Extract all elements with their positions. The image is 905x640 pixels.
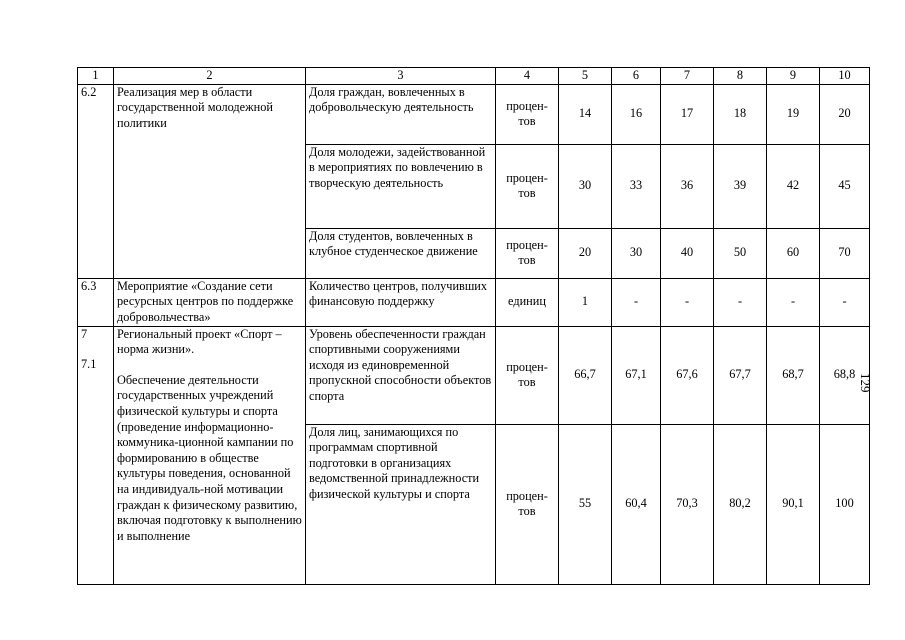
value-cell: - [767,278,820,326]
unit-cell: единиц [496,278,559,326]
row-number: 7 [81,326,88,341]
header-cell: 1 [78,68,114,85]
indicator-cell: Доля лиц, занимающихся по программам спортивной подготовки в организациях ведомственной принадлежности физической культуры и спорта [306,424,496,584]
header-cell: 4 [496,68,559,85]
value-cell: 36 [661,144,714,228]
table-row [78,278,870,326]
indicator-cell: Уровень обеспеченности граждан спортивными сооружениями исходя из единовременной пропускной способности объектов спорта [306,326,496,424]
value-cell: 55 [559,424,612,584]
table-row [78,326,870,424]
value-cell: 42 [767,144,820,228]
value-cell: 70 [820,228,870,278]
header-cell: 8 [714,68,767,85]
unit-cell: процен-тов [496,326,559,424]
value-cell: - [661,278,714,326]
value-cell: 18 [714,84,767,144]
value-cell: 60,4 [612,424,661,584]
value-cell: 33 [612,144,661,228]
unit-cell: процен-тов [496,84,559,144]
unit-cell: процен-тов [496,424,559,584]
value-cell: 67,6 [661,326,714,424]
activity-cell: Мероприятие «Создание сети ресурсных центров по поддержке добровольчества» [114,278,306,326]
value-cell: 70,3 [661,424,714,584]
value-cell: 67,1 [612,326,661,424]
indicator-cell: Доля молодежи, задействованной в мероприятиях по вовлечению в творческую деятельность [306,144,496,228]
value-cell: - [820,278,870,326]
activity-cell: Реализация мер в области государственной молодежной политики [114,84,306,278]
value-cell: 19 [767,84,820,144]
value-cell: 45 [820,144,870,228]
header-cell: 5 [559,68,612,85]
value-cell: 39 [714,144,767,228]
unit-cell: процен-тов [496,144,559,228]
value-cell: 40 [661,228,714,278]
unit-cell: процен-тов [496,228,559,278]
page-number: 129 [858,373,873,393]
value-cell: 30 [612,228,661,278]
header-cell: 2 [114,68,306,85]
value-cell: 17 [661,84,714,144]
value-cell: 67,7 [714,326,767,424]
value-cell: 100 [820,424,870,584]
value-cell: 30 [559,144,612,228]
header-row [78,68,870,85]
value-cell: 20 [820,84,870,144]
header-cell: 6 [612,68,661,85]
row-number: 6.2 [78,84,114,278]
activity-text: Обеспечение деятельности государственных учреждений физической культуры и спорта (проведение информационно-коммуника-ционной кампании по формированию в обществе культуры поведения, основанной на индивидуаль-ной мотивации граждан к физическому развитию, включая подготовку к выполнению и выполнение [117,372,302,543]
value-cell: 90,1 [767,424,820,584]
value-cell: 68,8 [820,326,870,424]
header-cell: 9 [767,68,820,85]
header-cell: 10 [820,68,870,85]
value-cell: 1 [559,278,612,326]
value-cell: 66,7 [559,326,612,424]
row-number-cell [78,326,114,584]
indicator-cell: Доля студентов, вовлеченных в клубное студенческое движение [306,228,496,278]
row-number: 6.3 [78,278,114,326]
row-subnumber: 7.1 [81,357,97,372]
value-cell: - [612,278,661,326]
table-row [78,84,870,144]
value-cell: 20 [559,228,612,278]
activity-cell [114,326,306,584]
value-cell: 80,2 [714,424,767,584]
value-cell: 50 [714,228,767,278]
indicators-table [77,67,870,585]
indicator-cell: Количество центров, получивших финансовую поддержку [306,278,496,326]
value-cell: 68,7 [767,326,820,424]
indicator-cell: Доля граждан, вовлеченных в добровольческую деятельность [306,84,496,144]
value-cell: - [714,278,767,326]
project-title: Региональный проект «Спорт – норма жизни». [117,326,282,357]
value-cell: 14 [559,84,612,144]
value-cell: 60 [767,228,820,278]
header-cell: 3 [306,68,496,85]
value-cell: 16 [612,84,661,144]
header-cell: 7 [661,68,714,85]
